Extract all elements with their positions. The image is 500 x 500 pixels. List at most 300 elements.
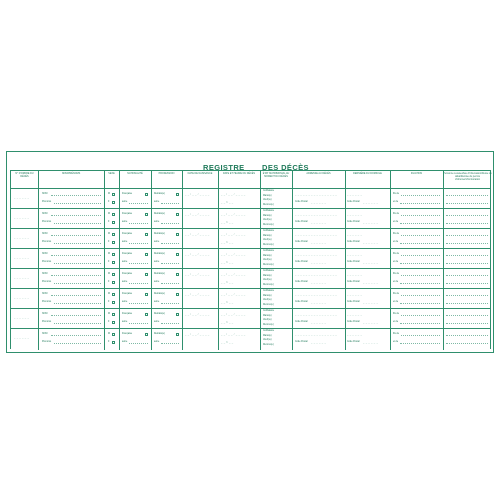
francaise-checkbox bbox=[145, 233, 148, 236]
nom-line bbox=[51, 255, 101, 256]
fils-de-line bbox=[401, 275, 440, 276]
nom-line bbox=[51, 235, 101, 236]
et-de-label: et de bbox=[393, 301, 399, 303]
veuf-label: Veuf(ve) bbox=[263, 259, 272, 261]
sexe-f-label: F bbox=[108, 241, 110, 243]
death-time-field: _ _ h _ _ bbox=[221, 201, 234, 204]
code-postal-field: _ _ _ _ _ _ bbox=[363, 261, 379, 264]
fils-de-label: fils de bbox=[393, 233, 400, 235]
table-header bbox=[11, 171, 490, 189]
table-row bbox=[11, 289, 490, 309]
nom-label: NOM bbox=[42, 253, 48, 255]
et-de-label: et de bbox=[393, 281, 399, 283]
autre-line bbox=[129, 303, 148, 304]
autre-label: autre bbox=[154, 221, 160, 223]
francaise-label: Française bbox=[122, 273, 133, 275]
retraite-label: Retraité(e) bbox=[154, 213, 165, 215]
prenoms-line bbox=[54, 203, 101, 204]
marie-label: Marié(e) bbox=[263, 274, 272, 277]
autre-label: autre bbox=[154, 241, 160, 243]
francaise-label: Française bbox=[122, 233, 133, 235]
code-postal-field: _ _ _ _ _ _ bbox=[311, 261, 327, 264]
divorce-label: Divorcé(e) bbox=[263, 343, 274, 346]
sexe-m-label: M bbox=[108, 293, 110, 295]
retraite-label: Retraité(e) bbox=[154, 253, 165, 255]
fils-de-label: fils de bbox=[393, 313, 400, 315]
fils-de-line bbox=[401, 295, 440, 296]
fils-de-line bbox=[401, 315, 440, 316]
et-de-line bbox=[400, 203, 440, 204]
celibataire-label: Célibataire bbox=[263, 250, 274, 252]
retraite-checkbox bbox=[176, 193, 179, 196]
order-number-field: _ _ _ _ _ _ bbox=[14, 296, 30, 299]
sexe-f-checkbox bbox=[112, 281, 115, 284]
et-de-label: et de bbox=[393, 221, 399, 223]
nom-label: NOM bbox=[42, 233, 48, 235]
retraite-checkbox bbox=[176, 273, 179, 276]
sexe-f-label: F bbox=[108, 301, 110, 303]
et-de-line bbox=[400, 343, 440, 344]
autre-line bbox=[161, 263, 179, 264]
birth-date-field: _ _ / _ _ / _ _ _ _ bbox=[185, 273, 210, 276]
autre-line bbox=[161, 303, 179, 304]
sexe-m-checkbox bbox=[112, 273, 115, 276]
et-de-line bbox=[400, 243, 440, 244]
marie-label: Marié(e) bbox=[263, 234, 272, 237]
nom-label: NOM bbox=[42, 293, 48, 295]
code-postal-label: Code Postal bbox=[295, 241, 308, 243]
divorce-label: Divorcé(e) bbox=[263, 223, 274, 226]
code-postal-label: Code Postal bbox=[295, 341, 308, 343]
prenoms-label: Prénoms bbox=[42, 321, 52, 323]
celibataire-label: Célibataire bbox=[263, 290, 274, 292]
code-postal-label: Code Postal bbox=[347, 261, 360, 263]
fils-de-line bbox=[401, 235, 440, 236]
fils-de-line bbox=[401, 215, 440, 216]
veuf-label: Veuf(ve) bbox=[263, 239, 272, 241]
column-header: N° D'ORDRE DU DÉCÈS bbox=[15, 172, 34, 178]
autre-label: autre bbox=[122, 201, 128, 203]
birth-date-field: _ _ / _ _ / _ _ _ _ bbox=[185, 293, 210, 296]
sexe-f-label: F bbox=[108, 261, 110, 263]
celibataire-label: Célibataire bbox=[263, 190, 274, 192]
nom-label: NOM bbox=[42, 193, 48, 195]
notes-line bbox=[446, 323, 488, 324]
divorce-label: Divorcé(e) bbox=[263, 203, 274, 206]
column-header: ÉTAT MATRIMONIAL AU MOMENT DU DÉCÈS bbox=[262, 172, 290, 178]
table-row bbox=[11, 309, 490, 329]
autre-label: autre bbox=[122, 341, 128, 343]
divorce-label: Divorcé(e) bbox=[263, 283, 274, 286]
nom-line bbox=[51, 335, 101, 336]
code-postal-field: _ _ _ _ _ _ bbox=[311, 301, 327, 304]
prenoms-line bbox=[54, 223, 101, 224]
death-date-field: _ _ / _ _ / _ _ _ _ bbox=[221, 253, 246, 256]
death-date-field: _ _ / _ _ / _ _ _ _ bbox=[221, 233, 246, 236]
autre-line bbox=[161, 343, 179, 344]
birth-date-field: _ _ / _ _ / _ _ _ _ bbox=[185, 253, 210, 256]
code-postal-field: _ _ _ _ _ _ bbox=[363, 201, 379, 204]
autre-line bbox=[129, 203, 148, 204]
et-de-label: et de bbox=[393, 261, 399, 263]
autre-line bbox=[161, 243, 179, 244]
retraite-checkbox bbox=[176, 313, 179, 316]
fils-de-label: fils de bbox=[393, 273, 400, 275]
notes-line bbox=[446, 235, 488, 236]
retraite-checkbox bbox=[176, 253, 179, 256]
sexe-f-label: F bbox=[108, 221, 110, 223]
death-time-field: _ _ h _ _ bbox=[221, 321, 234, 324]
code-postal-label: Code Postal bbox=[347, 241, 360, 243]
order-number-field: _ _ _ _ _ _ bbox=[14, 236, 30, 239]
sexe-f-checkbox bbox=[112, 261, 115, 264]
francaise-label: Française bbox=[122, 313, 133, 315]
code-postal-label: Code Postal bbox=[295, 301, 308, 303]
notes-line bbox=[446, 275, 488, 276]
fils-de-line bbox=[401, 335, 440, 336]
sexe-m-label: M bbox=[108, 213, 110, 215]
notes-line bbox=[446, 315, 488, 316]
prenoms-line bbox=[54, 303, 101, 304]
retraite-label: Retraité(e) bbox=[154, 313, 165, 315]
domicile-field: _ _ _ _ _ _ bbox=[347, 293, 363, 296]
fils-de-label: fils de bbox=[393, 193, 400, 195]
autre-label: autre bbox=[154, 201, 160, 203]
autre-line bbox=[129, 223, 148, 224]
notes-line bbox=[446, 283, 488, 284]
table-row bbox=[11, 249, 490, 269]
order-number-field: _ _ _ _ _ _ bbox=[14, 256, 30, 259]
autre-label: autre bbox=[122, 281, 128, 283]
sexe-f-checkbox bbox=[112, 321, 115, 324]
veuf-label: Veuf(ve) bbox=[263, 319, 272, 321]
autre-label: autre bbox=[154, 261, 160, 263]
order-number-field: _ _ _ _ _ _ bbox=[14, 276, 30, 279]
column-header: DATE ET HEURE DU DÉCÈS bbox=[223, 172, 255, 175]
marie-label: Marié(e) bbox=[263, 254, 272, 257]
nom-label: NOM bbox=[42, 333, 48, 335]
domicile-field: _ _ _ _ _ _ bbox=[347, 273, 363, 276]
veuf-label: Veuf(ve) bbox=[263, 299, 272, 301]
code-postal-field: _ _ _ _ _ _ bbox=[311, 321, 327, 324]
table-row bbox=[11, 269, 490, 289]
nom-label: NOM bbox=[42, 313, 48, 315]
address-field: _ _ _ _ _ _ _ _ _ _ _ _ _ _ _ _ bbox=[295, 293, 338, 296]
death-date-field: _ _ / _ _ / _ _ _ _ bbox=[221, 213, 246, 216]
code-postal-label: Code Postal bbox=[295, 321, 308, 323]
et-de-line bbox=[400, 223, 440, 224]
autre-label: autre bbox=[154, 301, 160, 303]
sexe-m-label: M bbox=[108, 333, 110, 335]
notes-line bbox=[446, 243, 488, 244]
code-postal-field: _ _ _ _ _ _ bbox=[363, 281, 379, 284]
et-de-label: et de bbox=[393, 201, 399, 203]
prenoms-label: Prénoms bbox=[42, 261, 52, 263]
autre-line bbox=[129, 243, 148, 244]
column-header: DATE DE NAISSANCE bbox=[187, 172, 213, 175]
birth-date-field: _ _ / _ _ / _ _ _ _ bbox=[185, 333, 210, 336]
table-row bbox=[11, 229, 490, 249]
sexe-f-checkbox bbox=[112, 341, 115, 344]
code-postal-field: _ _ _ _ _ _ bbox=[311, 281, 327, 284]
code-postal-label: Code Postal bbox=[347, 341, 360, 343]
sexe-f-label: F bbox=[108, 321, 110, 323]
autre-line bbox=[129, 283, 148, 284]
death-date-field: _ _ / _ _ / _ _ _ _ bbox=[221, 273, 246, 276]
marie-label: Marié(e) bbox=[263, 214, 272, 217]
column-header: SEXE bbox=[108, 172, 115, 175]
table-row bbox=[11, 209, 490, 229]
et-de-line bbox=[400, 303, 440, 304]
francaise-label: Française bbox=[122, 333, 133, 335]
death-time-field: _ _ h _ _ bbox=[221, 301, 234, 304]
death-date-field: _ _ / _ _ / _ _ _ _ bbox=[221, 333, 246, 336]
francaise-checkbox bbox=[145, 293, 148, 296]
retraite-label: Retraité(e) bbox=[154, 273, 165, 275]
francaise-label: Française bbox=[122, 213, 133, 215]
sexe-f-checkbox bbox=[112, 301, 115, 304]
code-postal-label: Code Postal bbox=[295, 261, 308, 263]
autre-label: autre bbox=[122, 241, 128, 243]
code-postal-field: _ _ _ _ _ _ bbox=[363, 301, 379, 304]
divorce-label: Divorcé(e) bbox=[263, 323, 274, 326]
francaise-checkbox bbox=[145, 273, 148, 276]
prenoms-label: Prénoms bbox=[42, 241, 52, 243]
fils-de-line bbox=[401, 195, 440, 196]
death-date-field: _ _ / _ _ / _ _ _ _ bbox=[221, 293, 246, 296]
autre-label: autre bbox=[122, 221, 128, 223]
code-postal-label: Code Postal bbox=[347, 321, 360, 323]
domicile-field: _ _ _ _ _ _ bbox=[347, 233, 363, 236]
francaise-checkbox bbox=[145, 213, 148, 216]
et-de-label: et de bbox=[393, 341, 399, 343]
sexe-f-label: F bbox=[108, 201, 110, 203]
sexe-f-checkbox bbox=[112, 241, 115, 244]
prenoms-label: Prénoms bbox=[42, 281, 52, 283]
birth-date-field: _ _ / _ _ / _ _ _ _ bbox=[185, 193, 210, 196]
order-number-field: _ _ _ _ _ _ bbox=[14, 216, 30, 219]
sexe-m-label: M bbox=[108, 233, 110, 235]
sexe-m-label: M bbox=[108, 313, 110, 315]
sexe-f-label: F bbox=[108, 341, 110, 343]
notes-line bbox=[446, 295, 488, 296]
domicile-field: _ _ _ _ _ _ bbox=[347, 313, 363, 316]
address-field: _ _ _ _ _ _ _ _ _ _ _ _ _ _ _ _ bbox=[295, 233, 338, 236]
death-date-field: _ _ / _ _ / _ _ _ _ bbox=[221, 193, 246, 196]
francaise-checkbox bbox=[145, 333, 148, 336]
sexe-m-checkbox bbox=[112, 333, 115, 336]
sexe-f-checkbox bbox=[112, 221, 115, 224]
francaise-checkbox bbox=[145, 193, 148, 196]
title-part1: REGISTRE bbox=[203, 163, 245, 172]
divorce-label: Divorcé(e) bbox=[263, 303, 274, 306]
code-postal-field: _ _ _ _ _ _ bbox=[363, 321, 379, 324]
retraite-checkbox bbox=[176, 333, 179, 336]
autre-line bbox=[129, 323, 148, 324]
order-number-field: _ _ _ _ _ _ bbox=[14, 336, 30, 339]
et-de-line bbox=[400, 283, 440, 284]
notes-line bbox=[446, 343, 488, 344]
sexe-m-label: M bbox=[108, 273, 110, 275]
column-header: FILIATION bbox=[410, 172, 423, 175]
francaise-checkbox bbox=[145, 313, 148, 316]
prenoms-line bbox=[54, 243, 101, 244]
column-header: NOM/PRÉNOMS bbox=[61, 172, 81, 175]
prenoms-label: Prénoms bbox=[42, 221, 52, 223]
autre-label: autre bbox=[122, 261, 128, 263]
code-postal-field: _ _ _ _ _ _ bbox=[311, 241, 327, 244]
sexe-m-label: M bbox=[108, 253, 110, 255]
divorce-label: Divorcé(e) bbox=[263, 243, 274, 246]
code-postal-label: Code Postal bbox=[347, 301, 360, 303]
prenoms-line bbox=[54, 323, 101, 324]
nom-line bbox=[51, 315, 101, 316]
retraite-label: Retraité(e) bbox=[154, 193, 165, 195]
marie-label: Marié(e) bbox=[263, 194, 272, 197]
marie-label: Marié(e) bbox=[263, 314, 272, 317]
nom-label: NOM bbox=[42, 213, 48, 215]
address-field: _ _ _ _ _ _ _ _ _ _ _ _ _ _ _ _ bbox=[295, 313, 338, 316]
retraite-label: Retraité(e) bbox=[154, 293, 165, 295]
domicile-field: _ _ _ _ _ _ bbox=[347, 213, 363, 216]
code-postal-field: _ _ _ _ _ _ bbox=[363, 221, 379, 224]
sexe-m-checkbox bbox=[112, 213, 115, 216]
sexe-m-label: M bbox=[108, 193, 110, 195]
francaise-label: Française bbox=[122, 293, 133, 295]
retraite-checkbox bbox=[176, 233, 179, 236]
retraite-checkbox bbox=[176, 293, 179, 296]
fils-de-label: fils de bbox=[393, 253, 400, 255]
et-de-label: et de bbox=[393, 321, 399, 323]
code-postal-field: _ _ _ _ _ _ bbox=[311, 221, 327, 224]
address-field: _ _ _ _ _ _ _ _ _ _ _ _ _ _ _ _ bbox=[295, 213, 338, 216]
column-header: PROFESSION bbox=[158, 172, 175, 175]
sexe-m-checkbox bbox=[112, 233, 115, 236]
table-row bbox=[11, 329, 490, 349]
birth-date-field: _ _ / _ _ / _ _ _ _ bbox=[185, 213, 210, 216]
et-de-line bbox=[400, 263, 440, 264]
death-time-field: _ _ h _ _ bbox=[221, 261, 234, 264]
veuf-label: Veuf(ve) bbox=[263, 339, 272, 341]
fils-de-label: fils de bbox=[393, 333, 400, 335]
autre-line bbox=[129, 343, 148, 344]
marie-label: Marié(e) bbox=[263, 334, 272, 337]
birth-date-field: _ _ / _ _ / _ _ _ _ bbox=[185, 313, 210, 316]
notes-line bbox=[446, 203, 488, 204]
address-field: _ _ _ _ _ _ _ _ _ _ _ _ _ _ _ _ bbox=[295, 273, 338, 276]
nom-line bbox=[51, 195, 101, 196]
order-number-field: _ _ _ _ _ _ bbox=[14, 316, 30, 319]
notes-line bbox=[446, 223, 488, 224]
retraite-label: Retraité(e) bbox=[154, 333, 165, 335]
autre-line bbox=[129, 263, 148, 264]
et-de-label: et de bbox=[393, 241, 399, 243]
death-time-field: _ _ h _ _ bbox=[221, 241, 234, 244]
marie-label: Marié(e) bbox=[263, 294, 272, 297]
code-postal-field: _ _ _ _ _ _ bbox=[363, 341, 379, 344]
celibataire-label: Célibataire bbox=[263, 210, 274, 212]
notes-line bbox=[446, 255, 488, 256]
sexe-f-checkbox bbox=[112, 201, 115, 204]
celibataire-label: Célibataire bbox=[263, 330, 274, 332]
prenoms-label: Prénoms bbox=[42, 341, 52, 343]
francaise-checkbox bbox=[145, 253, 148, 256]
fils-de-label: fils de bbox=[393, 293, 400, 295]
nom-line bbox=[51, 275, 101, 276]
code-postal-field: _ _ _ _ _ _ bbox=[311, 341, 327, 344]
autre-label: autre bbox=[122, 321, 128, 323]
prenoms-line bbox=[54, 343, 101, 344]
sexe-m-checkbox bbox=[112, 313, 115, 316]
address-field: _ _ _ _ _ _ _ _ _ _ _ _ _ _ _ _ bbox=[295, 253, 338, 256]
death-time-field: _ _ h _ _ bbox=[221, 221, 234, 224]
code-postal-label: Code Postal bbox=[347, 201, 360, 203]
notes-line bbox=[446, 263, 488, 264]
notes-line bbox=[446, 195, 488, 196]
prenoms-label: Prénoms bbox=[42, 301, 52, 303]
celibataire-label: Célibataire bbox=[263, 270, 274, 272]
prenoms-line bbox=[54, 263, 101, 264]
veuf-label: Veuf(ve) bbox=[263, 199, 272, 201]
autre-label: autre bbox=[154, 321, 160, 323]
birth-date-field: _ _ / _ _ / _ _ _ _ bbox=[185, 233, 210, 236]
notes-line bbox=[446, 215, 488, 216]
code-postal-label: Code Postal bbox=[295, 281, 308, 283]
sexe-m-checkbox bbox=[112, 293, 115, 296]
nom-label: NOM bbox=[42, 273, 48, 275]
nom-line bbox=[51, 215, 101, 216]
autre-line bbox=[161, 283, 179, 284]
order-number-field: _ _ _ _ _ _ bbox=[14, 196, 30, 199]
notes-line bbox=[446, 335, 488, 336]
address-field: _ _ _ _ _ _ _ _ _ _ _ _ _ _ _ _ bbox=[295, 333, 338, 336]
code-postal-field: _ _ _ _ _ _ bbox=[311, 201, 327, 204]
death-time-field: _ _ h _ _ bbox=[221, 341, 234, 344]
autre-line bbox=[161, 323, 179, 324]
domicile-field: _ _ _ _ _ _ bbox=[347, 333, 363, 336]
death-date-field: _ _ / _ _ / _ _ _ _ bbox=[221, 313, 246, 316]
death-time-field: _ _ h _ _ bbox=[221, 281, 234, 284]
autre-label: autre bbox=[154, 281, 160, 283]
autre-label: autre bbox=[154, 341, 160, 343]
francaise-label: Française bbox=[122, 253, 133, 255]
code-postal-label: Code Postal bbox=[295, 201, 308, 203]
column-header: Personne à aviser/lieu d'inhumation/Durée du délai/Remise du permis d'inhumer/d'incinération bbox=[443, 172, 492, 181]
veuf-label: Veuf(ve) bbox=[263, 219, 272, 221]
divorce-label: Divorcé(e) bbox=[263, 263, 274, 266]
prenoms-label: Prénoms bbox=[42, 201, 52, 203]
register-sheet bbox=[6, 151, 494, 353]
autre-line bbox=[161, 223, 179, 224]
fils-de-label: fils de bbox=[393, 213, 400, 215]
nom-line bbox=[51, 295, 101, 296]
title-part2: DES DÉCÈS bbox=[262, 163, 309, 172]
celibataire-label: Célibataire bbox=[263, 230, 274, 232]
code-postal-label: Code Postal bbox=[347, 221, 360, 223]
domicile-field: _ _ _ _ _ _ bbox=[347, 253, 363, 256]
code-postal-label: Code Postal bbox=[347, 281, 360, 283]
table-row bbox=[11, 189, 490, 209]
column-header: NATIONALITÉ bbox=[127, 172, 143, 175]
address-field: _ _ _ _ _ _ _ _ _ _ _ _ _ _ _ _ bbox=[295, 193, 338, 196]
retraite-label: Retraité(e) bbox=[154, 233, 165, 235]
sexe-m-checkbox bbox=[112, 193, 115, 196]
domicile-field: _ _ _ _ _ _ bbox=[347, 193, 363, 196]
et-de-line bbox=[400, 323, 440, 324]
code-postal-field: _ _ _ _ _ _ bbox=[363, 241, 379, 244]
column-header: DERNIÈRE DU DOMICILE bbox=[353, 172, 382, 175]
column-header: ADRESSE AU DÉCÈS bbox=[306, 172, 331, 175]
